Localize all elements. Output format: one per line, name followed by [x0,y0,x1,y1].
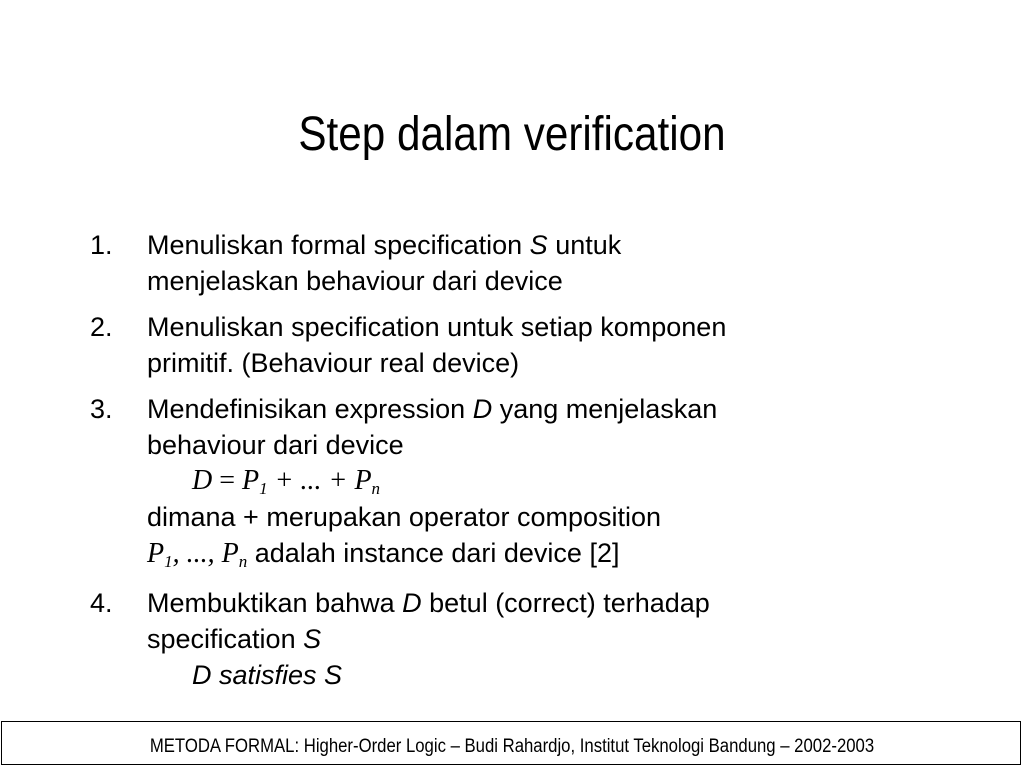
footer-text: METODA FORMAL: Higher-Order Logic – Budi Rahardjo, Institut Teknologi Bandung – 2002-2003 [149,736,875,757]
item-text: adalah instance dari device [2] [247,538,620,568]
item-text: specification [147,624,304,654]
item-line: Menuliskan specification untuk setiap komponen [147,312,727,342]
formula-sub: 1 [259,479,268,498]
variable-s: S [303,624,322,654]
item-line: menjelaskan behaviour dari device [147,266,563,296]
formula-pn: P [354,465,372,496]
formula-d: D [192,465,213,496]
item-text: Mendefinisikan expression [147,394,473,424]
item-line: dimana + merupakan operator composition [147,502,662,532]
formula-sub: n [238,552,248,571]
item-content [147,391,967,571]
item-line: primitif. (Behaviour real device) [147,348,520,378]
item-line [147,227,967,263]
item-line: behaviour dari device [147,430,404,460]
item-line [147,535,967,571]
item-text: yang menjelaskan [492,394,718,424]
variable-d: D [402,588,422,618]
item-number: 2. [90,312,113,342]
item-text: untuk [547,230,622,260]
item-line [147,585,967,621]
item-content [147,309,967,381]
variable-s: S [529,230,548,260]
item-text: betul (correct) terhadap [421,588,710,618]
item-number: 3. [90,394,113,424]
formula-p: P [242,465,260,496]
formula-p: P [147,538,165,569]
formula-sub: n [371,479,381,498]
item-content [147,227,967,299]
formula-eq: = [212,465,243,496]
item-text: Menuliskan formal specification [147,230,530,260]
formula-dots: + ... + [267,465,355,496]
slide-title: Step dalam verification [298,108,726,161]
satisfies-statement: D satisfies S [192,660,343,690]
item-number: 4. [90,588,113,618]
variable-d: D [472,394,493,424]
formula-sub: 1 [164,552,173,571]
item-line [147,621,967,657]
item-number: 1. [90,230,113,260]
item-line [147,391,967,427]
formula [147,463,967,499]
item-content [147,585,967,693]
formula-dots: , ..., [172,538,222,569]
instance-formula [147,538,247,569]
formula-pn: P [221,538,239,569]
item-text: Membuktikan bahwa [147,588,403,618]
